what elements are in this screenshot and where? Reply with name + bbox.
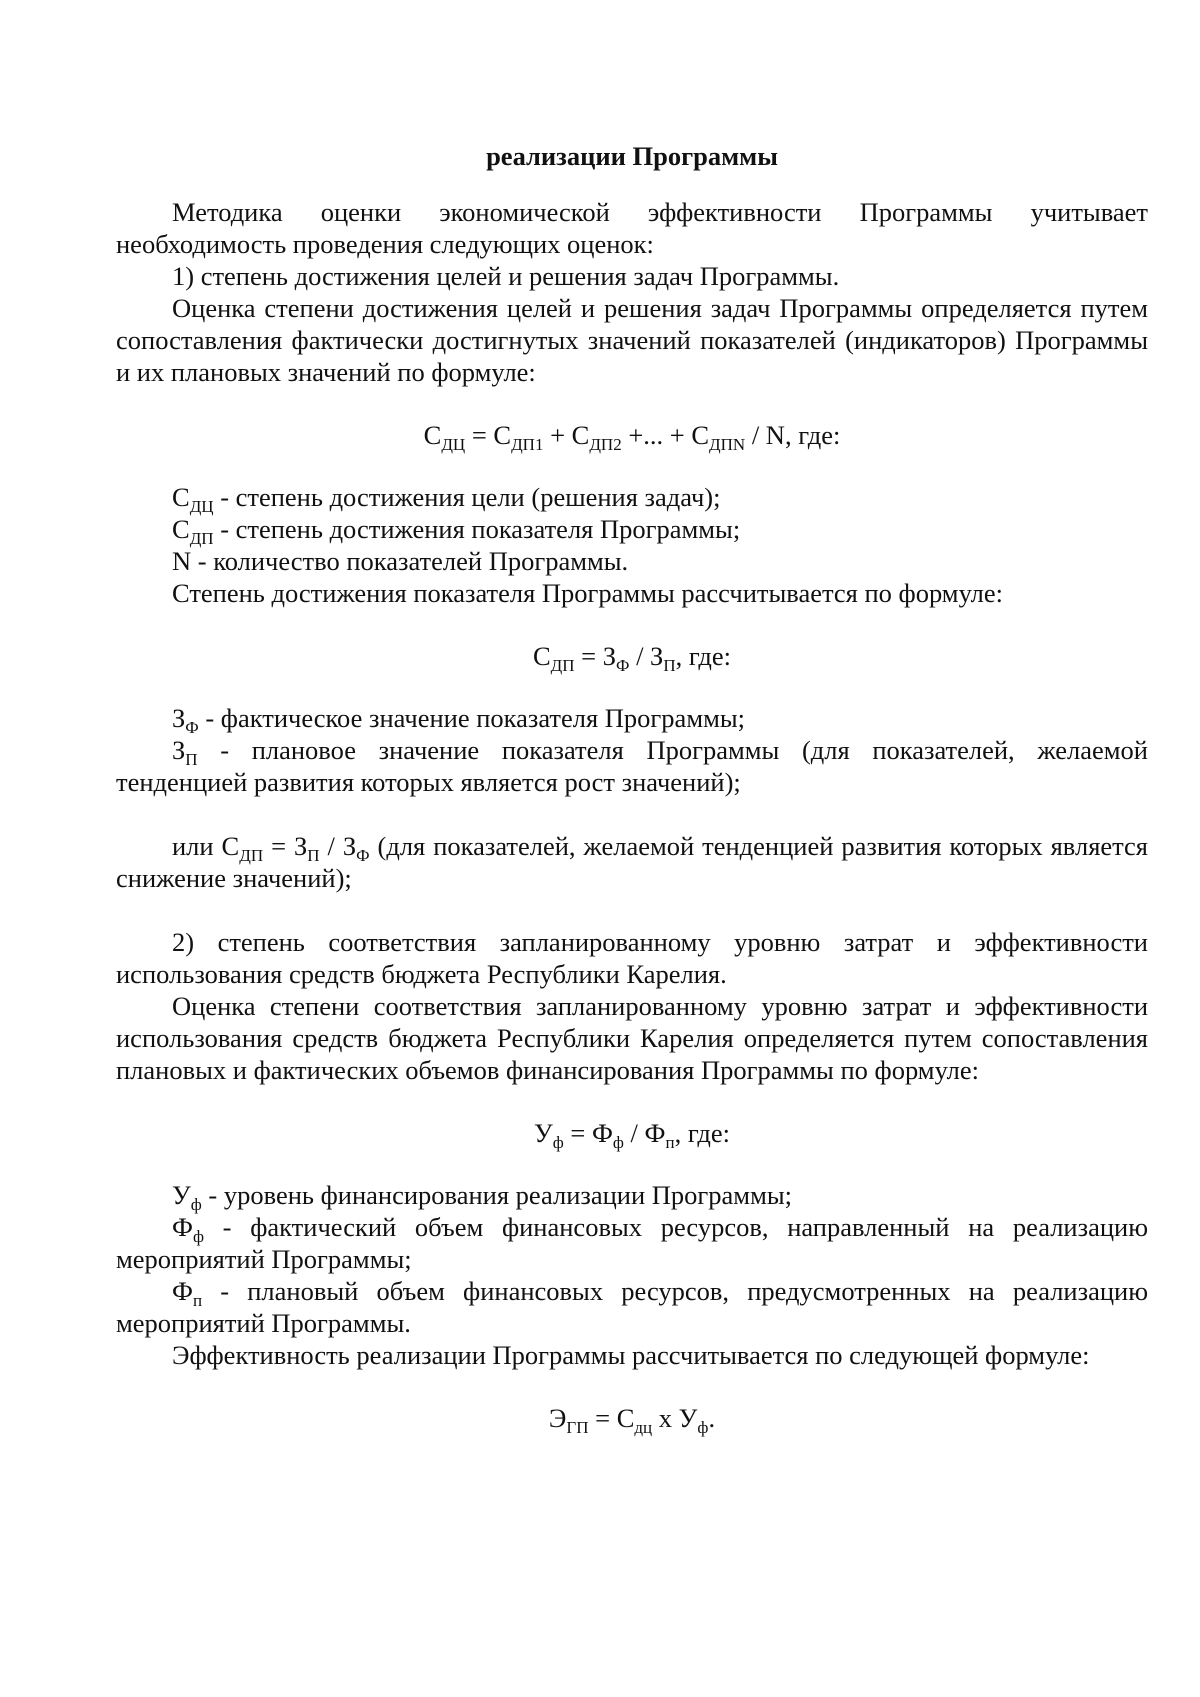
paragraph-alternative-formula: или $С_{ДП} = З_П / З_Ф$ (для показателей, желаемой тенденцией развития которых является снижение значений); xyxy=(116,831,1148,893)
paragraph-cost-assessment: Оценка степени соответствия запланированному уровню затрат и эффективности использования средств бюджета Республики Карелия определяется путем сопоставления плановых и фактических объемов финансирования Программы по формуле: xyxy=(116,991,1148,1085)
definition-n: N - количество показателей Программы. xyxy=(172,546,629,576)
paragraph-assessment-1: 1) степень достижения целей и решения задач Программы. xyxy=(172,261,840,291)
definition-zp: $З_П$ - плановое значение показателя Программы (для показателей, желаемой тенденцией развития которых является рост значений); xyxy=(116,735,1148,797)
paragraph-goal-assessment: Оценка степени достижения целей и решения задач Программы определяется путем сопоставления фактически достигнутых значений показателей (индикаторов) Программы и их плановых значений по формуле: xyxy=(116,293,1148,387)
document-page xyxy=(116,140,1148,1464)
definition-zf: $З_Ф$ - фактическое значение показателя Программы; xyxy=(172,703,746,737)
definition-sdc: $С_{ДЦ}$ - степень достижения цели (решения задач); xyxy=(172,482,721,516)
definition-fp: $Ф_п$ - плановый объем финансовых ресурсов, предусмотренных на реализацию мероприятий Программы. xyxy=(116,1276,1148,1338)
paragraph-assessment-2: 2) степень соответствия запланированному уровню затрат и эффективности использования средств бюджета Республики Карелия. xyxy=(116,927,1148,989)
paragraph-efficiency: Эффективность реализации Программы рассчитывается по следующей формуле: xyxy=(172,1340,1090,1370)
formula-program-efficiency: $Э_{ГП} = С_{дц}$ х $У_ф$. xyxy=(548,1403,716,1437)
section-title: реализации Программы xyxy=(486,141,778,171)
paragraph-methodology: Методика оценки экономической эффективности Программы учитывает необходимость проведения следующих оценок: xyxy=(116,197,1148,259)
definition-uf: $У_ф$ - уровень финансирования реализации Программы; xyxy=(172,1180,793,1214)
formula-funding-level: $У_ф = Ф_ф / Ф_п$, где: xyxy=(533,1118,731,1152)
formula-indicator-achievement: $С_{ДП} = З_Ф / З_П$, где: xyxy=(532,641,732,675)
formula-goal-achievement: $С_{ДЦ} = С_{ДП1} + С_{ДП2}$ +... + $С_{ДПN}$ / N, где: xyxy=(423,420,841,454)
definition-sdp: $С_{ДП}$ - степень достижения показателя Программы; xyxy=(172,514,741,548)
definition-ff: $Ф_ф$ - фактический объем финансовых ресурсов, направленный на реализацию мероприятий Программы; xyxy=(116,1212,1148,1274)
paragraph-indicator-formula: Степень достижения показателя Программы рассчитывается по формуле: xyxy=(172,578,1003,608)
